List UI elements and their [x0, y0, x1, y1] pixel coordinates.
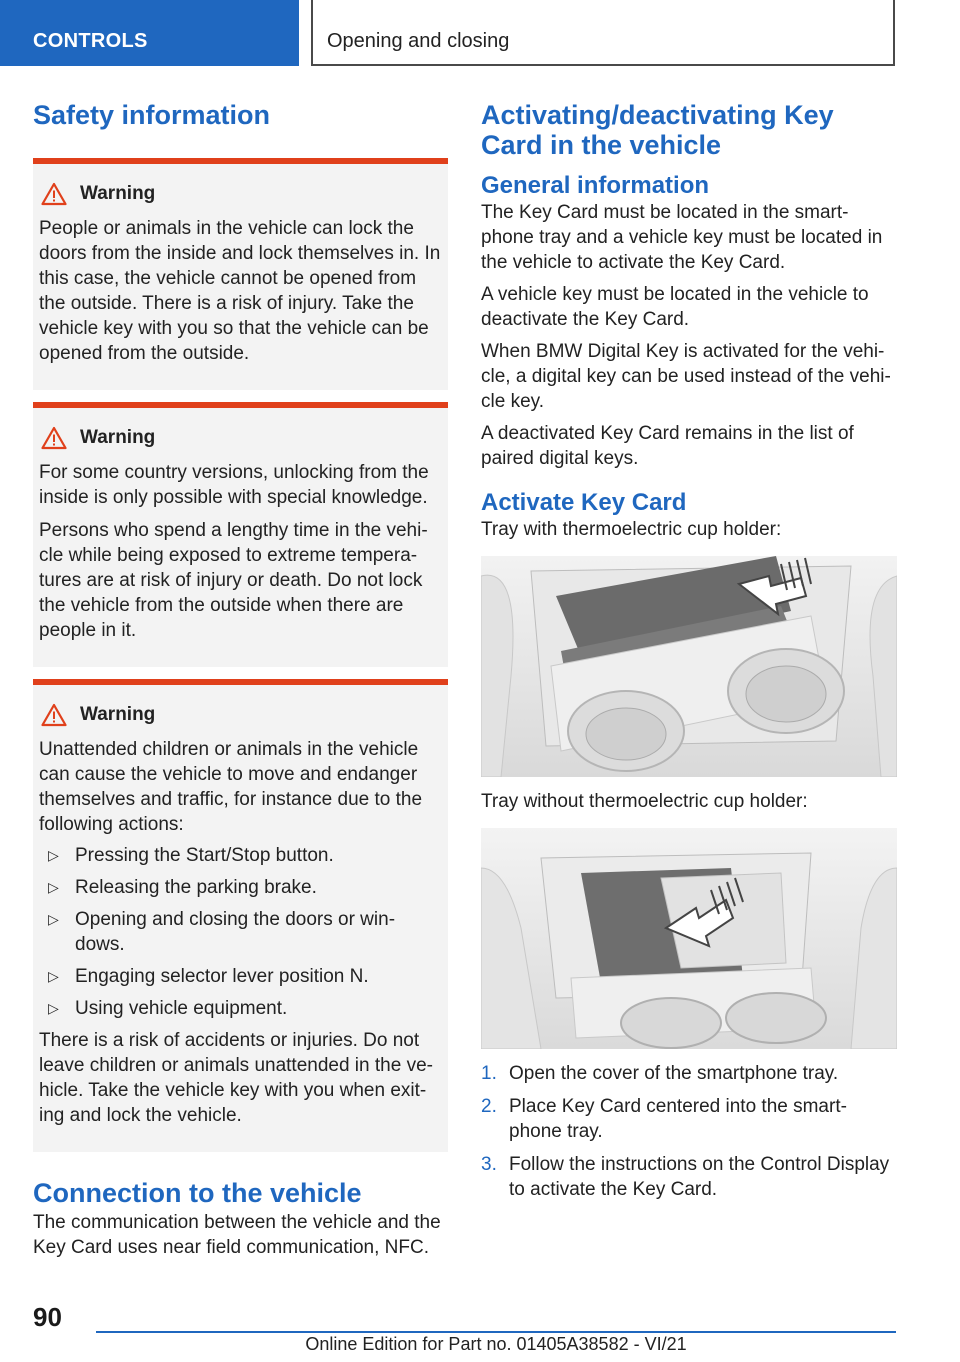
- step-item: [481, 1152, 897, 1202]
- list-item: [39, 843, 442, 868]
- step-text: Follow the instructions on the Control Display to activate the Key Card.: [509, 1154, 890, 1200]
- footer-divider: [96, 1331, 896, 1333]
- activating-heading: Activating/deactivating Key Card in the vehicle: [481, 100, 834, 160]
- warning-title: Warning: [80, 427, 156, 448]
- warning-box-2: [33, 402, 448, 667]
- chapter-label: CONTROLS: [33, 30, 148, 52]
- left-column: [33, 100, 448, 1260]
- section-header: [311, 0, 895, 66]
- step-text: Open the cover of the smartphone tray.: [509, 1063, 839, 1084]
- step-item: [481, 1061, 897, 1086]
- safety-information-heading: Safety information: [33, 100, 271, 130]
- list-item: [39, 907, 442, 957]
- page-number: 90: [33, 1302, 62, 1332]
- triangle-right-icon: ▷: [48, 1000, 59, 1016]
- footer-edition: Online Edition for Part no. 01405A38582 - VI/21: [305, 1334, 687, 1354]
- general-information-heading: General information: [481, 172, 710, 199]
- section-title: Opening and closing: [327, 30, 510, 52]
- warning-triangle-icon: [41, 182, 67, 206]
- warning-header: [39, 703, 442, 727]
- warning-list: [39, 843, 442, 1021]
- figure-caption-2: Tray without thermoelectric cup holder:: [481, 791, 808, 812]
- step-text: Place Key Card centered into the smart-phone tray.: [509, 1096, 847, 1142]
- right-column: [481, 100, 897, 1210]
- connection-text: The communication between the vehicle and the Key Card uses near field communication, NFC.: [33, 1212, 441, 1258]
- warning-title: Warning: [80, 183, 156, 204]
- activation-steps: [481, 1061, 897, 1202]
- general-text: A deactivated Key Card remains in the list of paired digital keys.: [481, 423, 854, 469]
- list-item-text: Pressing the Start/Stop button.: [75, 845, 334, 866]
- general-text: A vehicle key must be located in the vehicle to deactivate the Key Card.: [481, 284, 869, 330]
- triangle-right-icon: ▷: [48, 968, 59, 984]
- triangle-right-icon: ▷: [48, 911, 59, 927]
- warning-header: [39, 426, 442, 450]
- step-number: 2.: [481, 1096, 497, 1117]
- tray-standard-illustration: [481, 828, 897, 1049]
- warning-triangle-icon: [41, 426, 67, 450]
- warning-text: For some country versions, unlocking from the inside is only possible with special knowledge.: [39, 462, 429, 508]
- general-text: When BMW Digital Key is activated for the vehi-cle, a digital key can be used instead of the vehi-cle key.: [481, 341, 891, 412]
- list-item: [39, 875, 442, 900]
- list-item-text: Opening and closing the doors or win-dows.: [75, 909, 396, 955]
- warning-box-1: [33, 158, 448, 390]
- list-item: [39, 996, 442, 1021]
- list-item-text: Using vehicle equipment.: [75, 998, 288, 1019]
- warning-text: Persons who spend a lengthy time in the vehi-cle while being exposed to extreme tempera-tures are at risk of injury or death. Do not lock the vehicle from the outside when there are people in it.: [39, 520, 428, 641]
- step-number: 3.: [481, 1154, 497, 1175]
- warning-text: People or animals in the vehicle can lock the doors from the inside and lock themselves in. In this case, the vehicle cannot be opened from the outside. There is a risk of injury. Take the vehicle key with you so that the vehicle can be opened from the outside.: [39, 218, 441, 364]
- warning-triangle-icon: [41, 703, 67, 727]
- step-number: 1.: [481, 1063, 497, 1084]
- warning-text: There is a risk of accidents or injuries. Do not leave children or animals unattended in the ve-hicle. Take the vehicle key with you when exit-ing and lock the vehicle.: [39, 1030, 433, 1126]
- step-item: [481, 1094, 897, 1144]
- general-text: The Key Card must be located in the smart-phone tray and a vehicle key must be located in the vehicle to activate the Key Card.: [481, 202, 883, 273]
- triangle-right-icon: ▷: [48, 879, 59, 895]
- activate-key-card-heading: Activate Key Card: [481, 489, 687, 516]
- warning-box-3: [33, 679, 448, 1152]
- warning-title: Warning: [80, 704, 156, 725]
- tray-thermoelectric-illustration: [481, 556, 897, 777]
- warning-header: [39, 182, 442, 206]
- figure-caption-1: Tray with thermoelectric cup holder:: [481, 519, 782, 540]
- triangle-right-icon: ▷: [48, 847, 59, 863]
- list-item-text: Releasing the parking brake.: [75, 877, 317, 898]
- list-item: [39, 964, 442, 989]
- connection-heading: Connection to the vehicle: [33, 1178, 362, 1208]
- list-item-text: Engaging selector lever position N.: [75, 966, 369, 987]
- chapter-tab[interactable]: [0, 0, 299, 66]
- warning-text: Unattended children or animals in the vehicle can cause the vehicle to move and endanger themselves and traffic, for instance due to the following actions:: [39, 739, 423, 835]
